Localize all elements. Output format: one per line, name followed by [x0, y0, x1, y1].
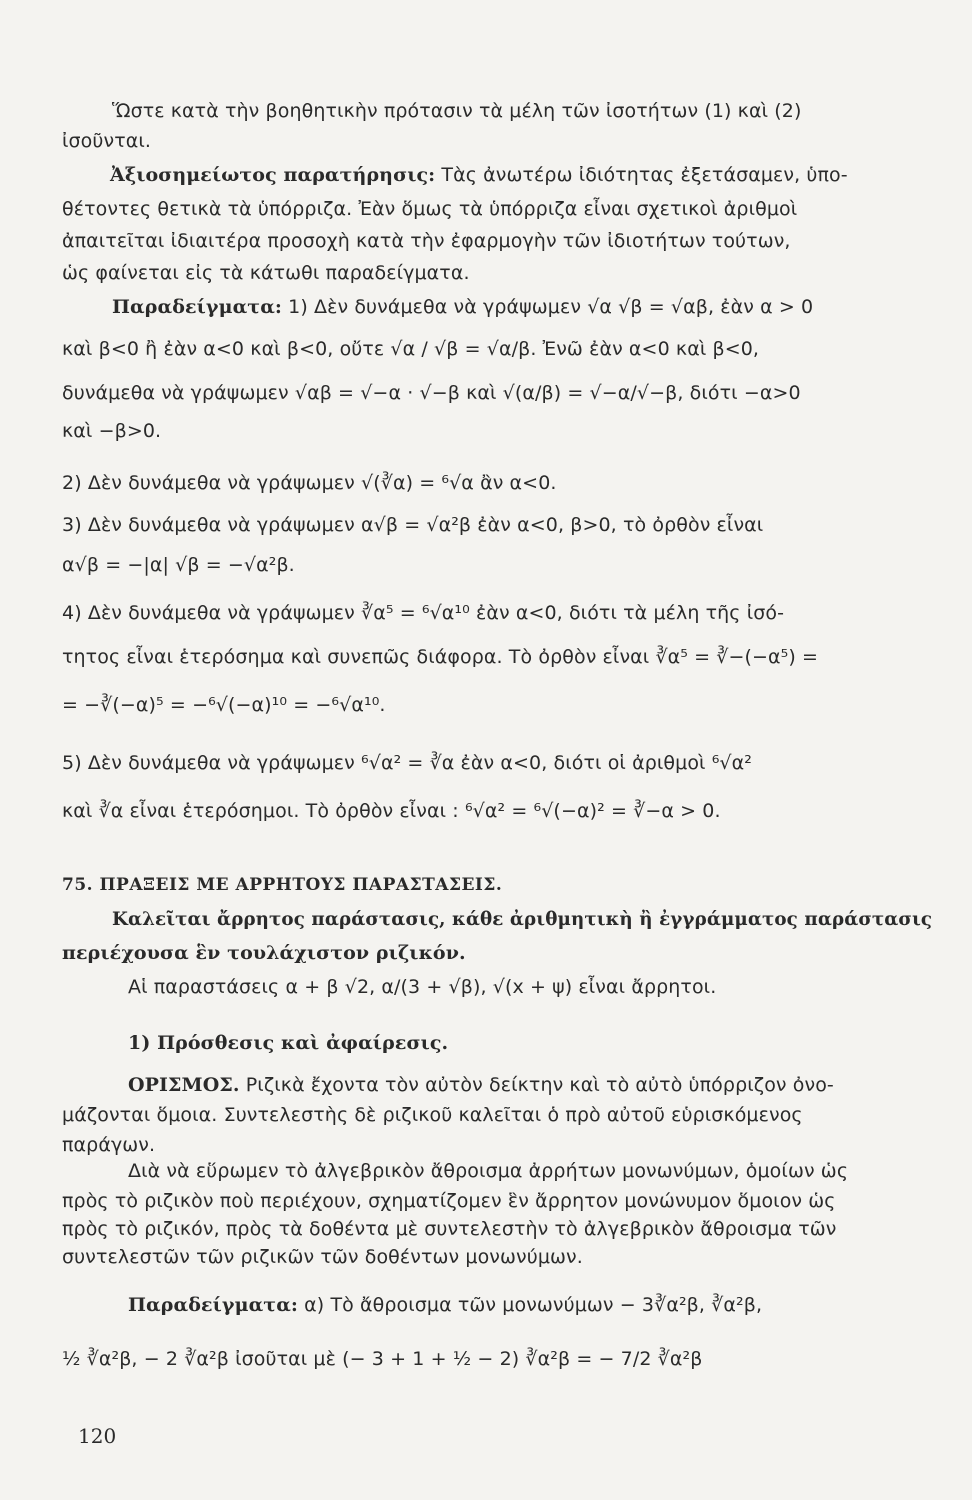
text-line: 2) Δὲν δυνάμεθα νὰ γράψωμεν √(∛α) = ⁶√α ἂν α<0. [62, 472, 557, 494]
text-line: μάζονται ὅμοια. Συντελεστὴς δὲ ριζικοῦ καλεῖται ὁ πρὸ αὐτοῦ εὑρισκόμενος [62, 1104, 803, 1126]
text-line: Ὥστε κατὰ τὴν βοηθητικὴν πρότασιν τὰ μέλη τῶν ἰσοτήτων (1) καὶ (2) [112, 100, 802, 122]
text-line: Ἀξιοσημείωτος παρατήρησις: Τὰς ἀνωτέρω ἰδιότητας ἐξετάσαμεν, ὑπο- [110, 164, 848, 186]
text-line: Αἱ παραστάσεις α + β √2, α/(3 + √β), √(x + ψ) εἶναι ἄρρητοι. [128, 976, 717, 998]
text-line: Παραδείγματα: 1) Δὲν δυνάμεθα νὰ γράψωμεν √α √β = √αβ, ἐὰν α > 0 [112, 296, 814, 318]
text-line: καὶ β<0 ἢ ἐὰν α<0 καὶ β<0, οὔτε √α / √β = √α/β. Ἐνῶ ἐὰν α<0 καὶ β<0, [62, 338, 760, 360]
definition-line: Καλεῖται ἄρρητος παράστασις, κάθε ἀριθμητικὴ ἢ ἐγγράμματος παράστασις [112, 908, 933, 930]
text-line: ½ ∛α²β, − 2 ∛α²β ἰσοῦται μὲ (− 3 + 1 + ½ − 2) ∛α²β = − 7/2 ∛α²β [62, 1348, 703, 1370]
subsection-heading: 1) Πρόσθεσις καὶ ἀφαίρεσις. [128, 1032, 449, 1054]
text-line: καὶ −β>0. [62, 420, 162, 442]
text-line: ἰσοῦνται. [62, 130, 152, 152]
text-line: πρὸς τὸ ριζικὸν ποὺ περιέχουν, σχηματίζομεν ἓν ἄρρητον μονώνυμον ὅμοιον ὡς [62, 1190, 836, 1212]
section-heading: 75. ΠΡΑΞΕΙΣ ΜΕ ΑΡΡΗΤΟΥΣ ΠΑΡΑΣΤΑΣΕΙΣ. [62, 875, 503, 895]
text-line: ἀπαιτεῖται ἰδιαιτέρα προσοχὴ κατὰ τὴν ἐφαρμογὴν τῶν ἰδιοτήτων τούτων, [62, 230, 791, 252]
text-line: = −∛(−α)⁵ = −⁶√(−α)¹⁰ = −⁶√α¹⁰. [62, 694, 386, 716]
text-line: δυνάμεθα νὰ γράψωμεν √αβ = √−α · √−β καὶ √(α/β) = √−α/√−β, διότι −α>0 [62, 382, 801, 404]
text-line: ὡς φαίνεται εἰς τὰ κάτωθι παραδείγματα. [62, 262, 470, 284]
text-line: Παραδείγματα: α) Τὸ ἄθροισμα τῶν μονωνύμων − 3∛α²β, ∛α²β, [128, 1294, 763, 1316]
definition-line: περιέχουσα ἓν τουλάχιστον ριζικόν. [62, 942, 466, 964]
text-line: ΟΡΙΣΜΟΣ. Ριζικὰ ἔχοντα τὸν αὐτὸν δείκτην καὶ τὸ αὐτὸ ὑπόρριζον ὀνο- [128, 1074, 834, 1096]
text-line: 5) Δὲν δυνάμεθα νὰ γράψωμεν ⁶√α² = ∛α ἐὰν α<0, διότι οἱ ἀριθμοὶ ⁶√α² [62, 752, 752, 774]
text-line: Διὰ νὰ εὕρωμεν τὸ ἀλγεβρικὸν ἄθροισμα ἀρρήτων μονωνύμων, ὁμοίων ὡς [128, 1160, 849, 1182]
page-number: 120 [78, 1424, 117, 1448]
text-line: 4) Δὲν δυνάμεθα νὰ γράψωμεν ∛α⁵ = ⁶√α¹⁰ ἐὰν α<0, διότι τὰ μέλη τῆς ἰσό- [62, 602, 785, 624]
text-line: συντελεστῶν τῶν ριζικῶν τῶν δοθέντων μονωνύμων. [62, 1246, 583, 1268]
text-line: παράγων. [62, 1134, 156, 1156]
text-line: α√β = −|α| √β = −√α²β. [62, 554, 295, 576]
text-line: τητος εἶναι ἑτερόσημα καὶ συνεπῶς διάφορα. Τὸ ὀρθὸν εἶναι ∛α⁵ = ∛−(−α⁵) = [62, 646, 819, 668]
text-line: 3) Δὲν δυνάμεθα νὰ γράψωμεν α√β = √α²β ἐὰν α<0, β>0, τὸ ὀρθὸν εἶναι [62, 514, 764, 536]
text-line: καὶ ∛α εἶναι ἑτερόσημοι. Τὸ ὀρθὸν εἶναι : ⁶√α² = ⁶√(−α)² = ∛−α > 0. [62, 800, 721, 822]
text-line: πρὸς τὸ ριζικόν, πρὸς τὰ δοθέντα μὲ συντελεστὴν τὸ ἀλγεβρικὸν ἄθροισμα τῶν [62, 1218, 837, 1240]
text-line: θέτοντες θετικὰ τὰ ὑπόρριζα. Ἐὰν ὅμως τὰ ὑπόρριζα εἶναι σχετικοὶ ἀριθμοὶ [62, 198, 798, 220]
